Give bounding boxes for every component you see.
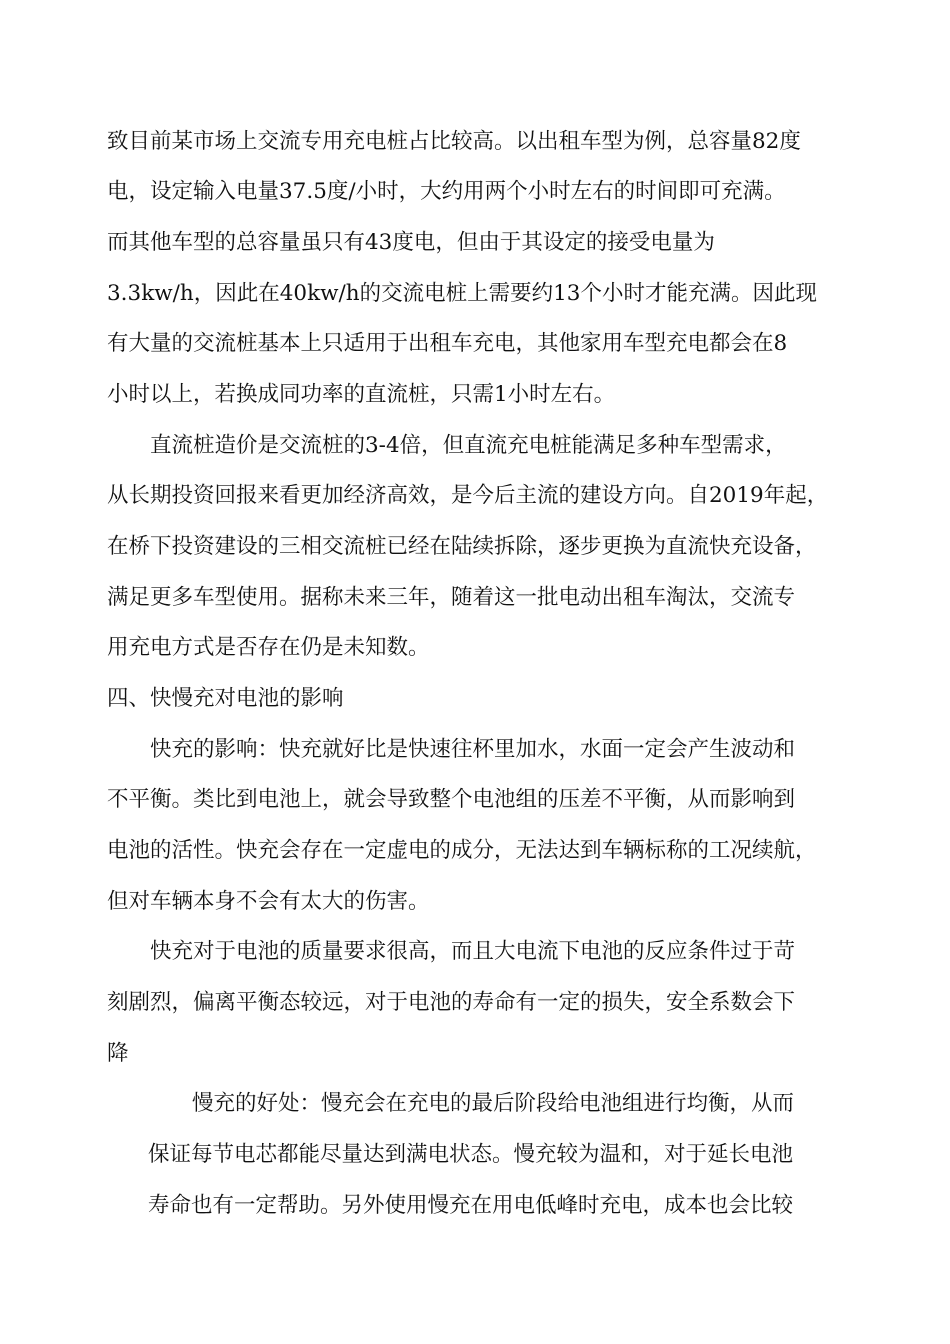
text-line: 而其他车型的总容量虽只有43度电，但由于其设定的接受电量为 — [107, 230, 715, 255]
text-line: 满足更多车型使用。据称未来三年，随着这一批电动出租车淘汰，交流专 — [107, 585, 796, 610]
text-line: 快充的影响：快充就好比是快速往杯里加水，水面一定会产生波动和 — [150, 737, 796, 762]
text-line: 但对车辆本身不会有太大的伤害。 — [107, 889, 430, 914]
text-line: 刻剧烈，偏离平衡态较远，对于电池的寿命有一定的损失，安全系数会下 — [107, 990, 796, 1015]
text-line: 保证每节电芯都能尽量达到满电状态。慢充较为温和，对于延长电池 — [148, 1142, 794, 1167]
text-line: 小时以上，若换成同功率的直流桩，只需1小时左右。 — [107, 382, 616, 407]
text-line: 用充电方式是否存在仍是未知数。 — [107, 635, 430, 660]
text-line: 致目前某市场上交流专用充电桩占比较高。以出租车型为例，总容量82度 — [107, 129, 801, 154]
text-line: 快充对于电池的质量要求很高，而且大电流下电池的反应条件过于苛 — [150, 939, 796, 964]
text-line: 降 — [107, 1041, 129, 1066]
text-line: 不平衡。类比到电池上，就会导致整个电池组的压差不平衡，从而影响到 — [107, 787, 796, 812]
text-line: 电池的活性。快充会存在一定虚电的成分，无法达到车辆标称的工况续航， — [107, 838, 817, 863]
text-line: 在桥下投资建设的三相交流桩已经在陆续拆除，逐步更换为直流快充设备， — [107, 534, 817, 559]
text-line: 寿命也有一定帮助。另外使用慢充在用电低峰时充电，成本也会比较 — [148, 1193, 794, 1218]
text-line: 直流桩造价是交流桩的3-4倍，但直流充电桩能满足多种车型需求， — [150, 433, 787, 458]
text-line: 3.3kw/h，因此在40kw/h的交流电桩上需要约13个小时才能充满。因此现 — [107, 281, 817, 306]
text-line: 从长期投资回报来看更加经济高效，是今后主流的建设方向。自2019年起， — [107, 483, 829, 508]
text-line: 慢充的好处：慢充会在充电的最后阶段给电池组进行均衡，从而 — [192, 1091, 795, 1116]
text-line: 有大量的交流桩基本上只适用于出租车充电，其他家用车型充电都会在8 — [107, 331, 788, 356]
text-line: 电，设定输入电量37.5度/小时，大约用两个小时左右的时间即可充满。 — [107, 179, 786, 204]
section-heading: 四、快慢充对电池的影响 — [107, 686, 344, 711]
